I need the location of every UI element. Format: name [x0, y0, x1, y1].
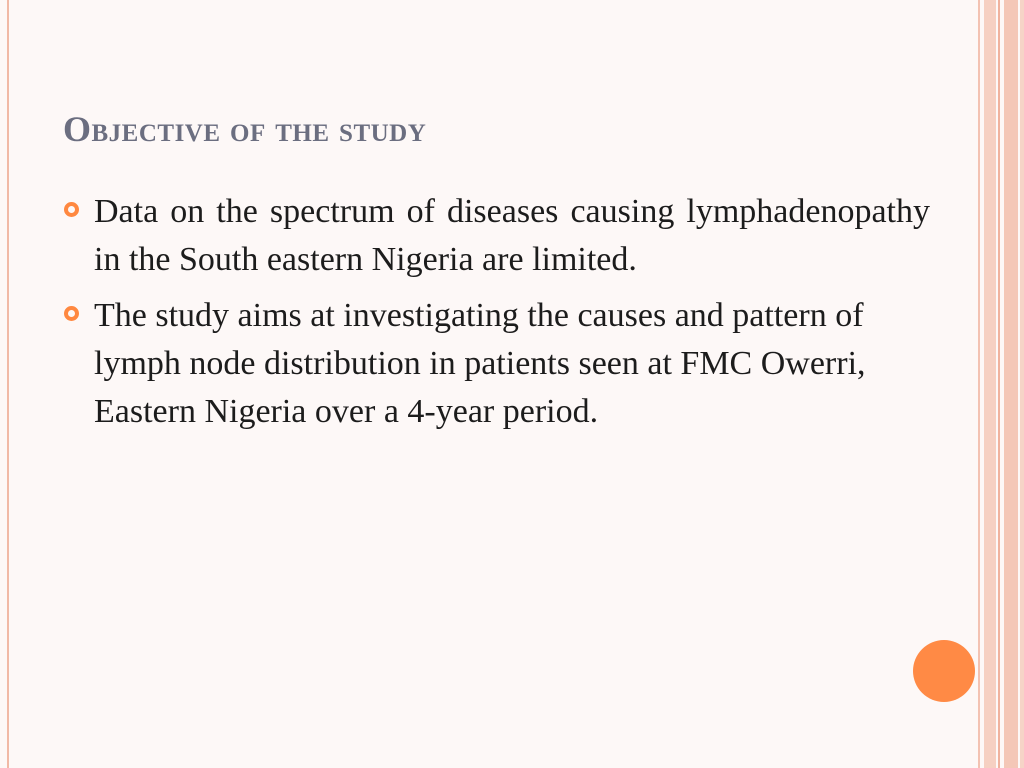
slide-title: Objective of the study — [63, 109, 427, 149]
stripe — [984, 0, 996, 768]
ring-bullet-icon — [64, 202, 79, 217]
stripe — [998, 0, 1000, 768]
stripe — [978, 0, 980, 768]
left-accent-line — [7, 0, 9, 768]
stripe — [1020, 0, 1024, 768]
list-item — [60, 292, 930, 436]
bullet-list — [60, 188, 930, 444]
stripe — [1004, 0, 1018, 768]
bullet-text: The study aims at investigating the causes and pattern of lymph node distribution in patients seen at FMC Owerri, Eastern Nigeria over a 4-year period. — [94, 297, 866, 430]
orange-circle-icon — [913, 640, 975, 702]
ring-bullet-icon — [64, 306, 79, 321]
right-decorative-stripes — [978, 0, 1024, 768]
list-item — [60, 188, 930, 284]
bullet-text: Data on the spectrum of diseases causing lymphadenopathy in the South eastern Nigeria are limited. — [94, 193, 930, 278]
